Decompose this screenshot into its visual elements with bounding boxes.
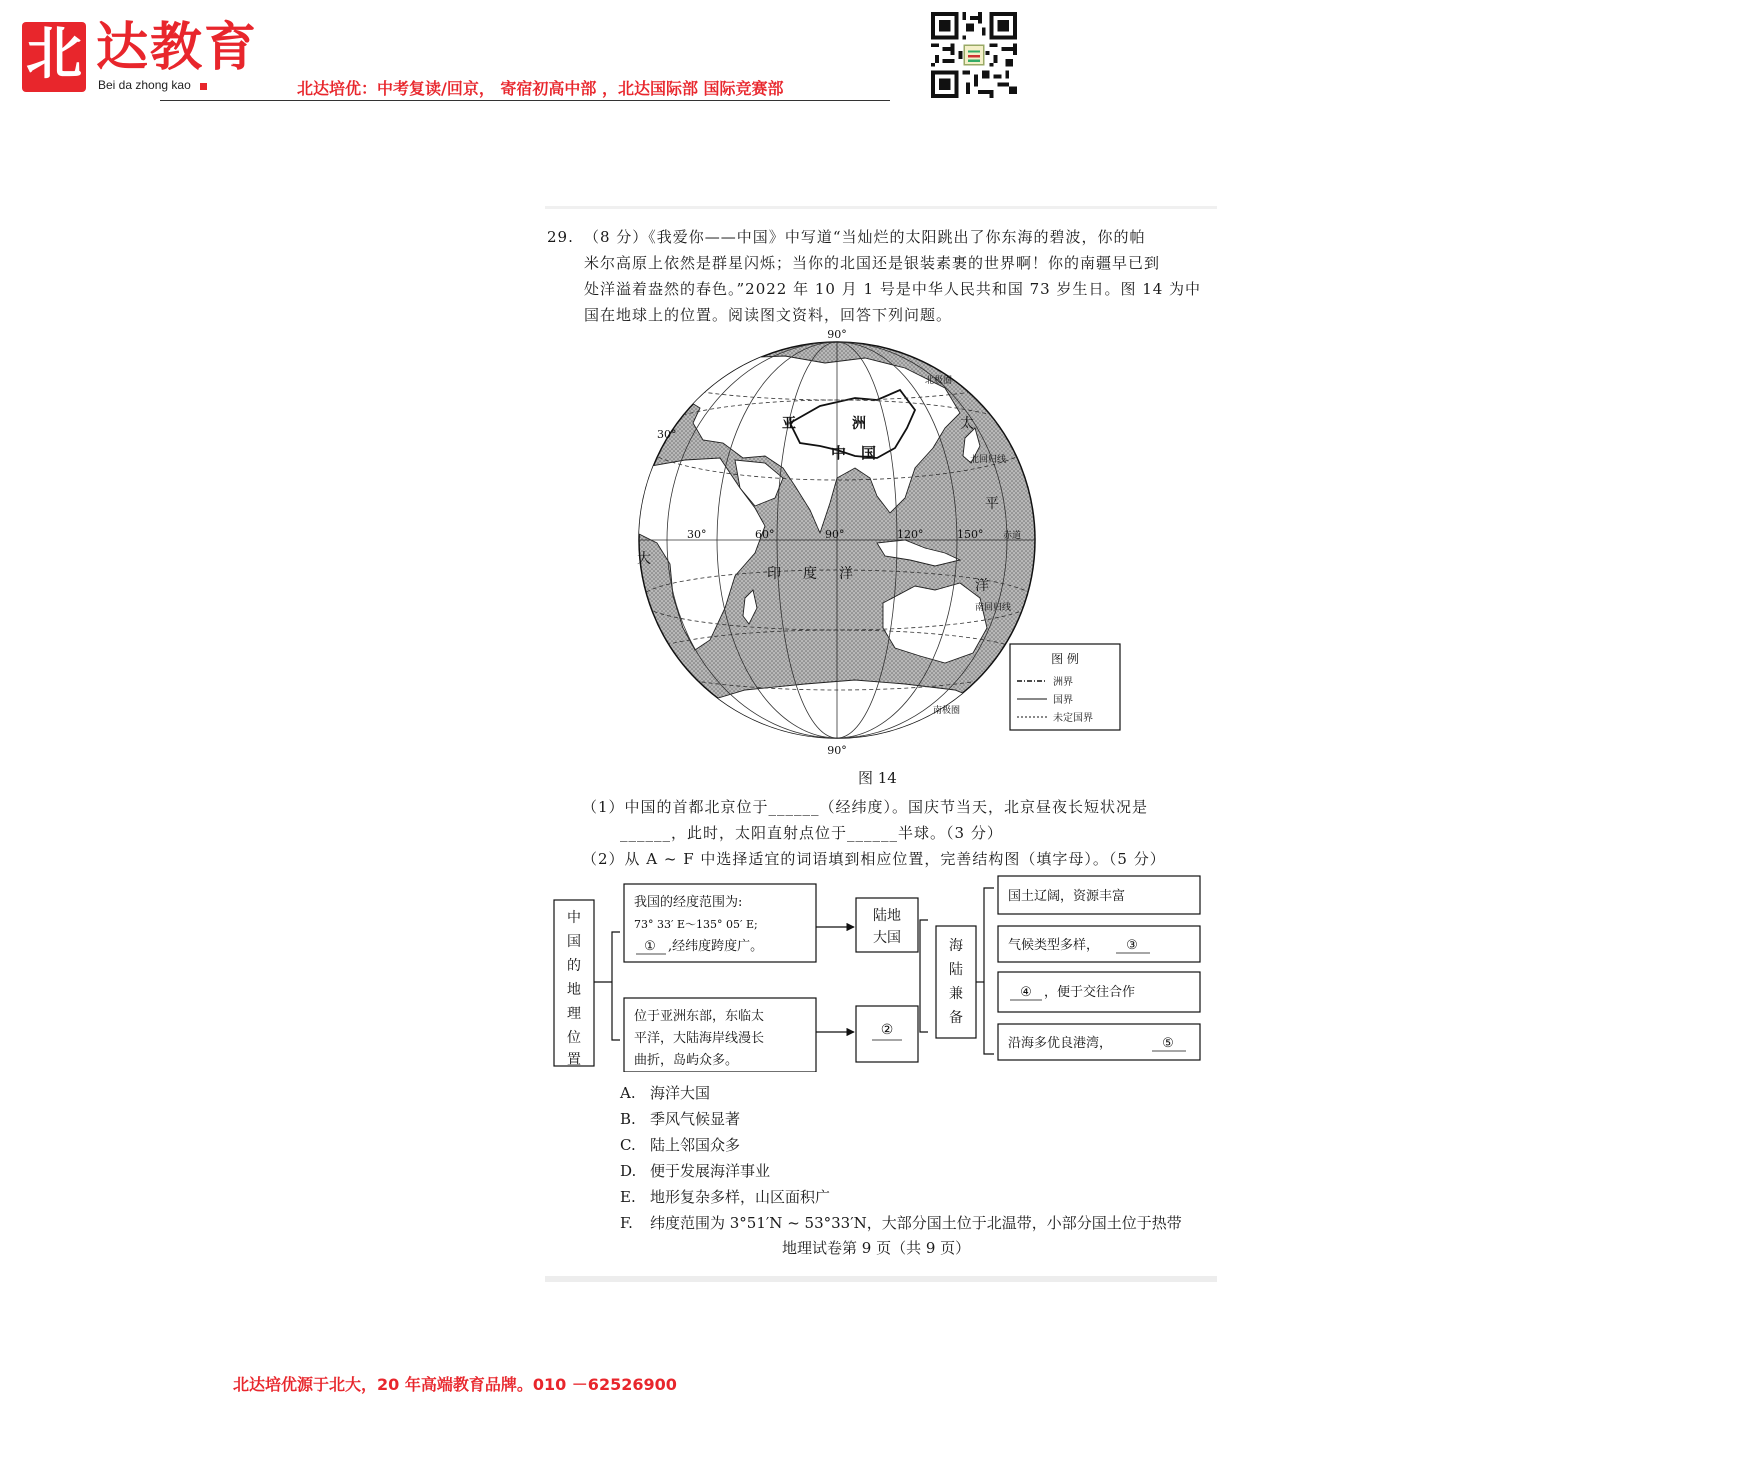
- subquestion-2: （2）从 A ~ F 中选择适宜的词语填到相应位置，完善结构图（填字母）。（5 分）: [582, 850, 1166, 868]
- header-tagline: 北达培优：中考复读/回京， 寄宿初高中部 ，北达国际部 国际竞赛部: [297, 79, 784, 98]
- box1-line1: 我国的经度范围为:: [634, 895, 743, 910]
- option-c: C. 陆上邻国众多: [620, 1136, 741, 1154]
- label-atlantic: 大: [637, 551, 651, 567]
- sea-land-char: 陆: [949, 962, 963, 978]
- option-b: B. 季风气候显著: [620, 1110, 741, 1128]
- box1-line2: 73° 33′ E～135° 05′ E;: [634, 918, 758, 931]
- bottom-ad: 北达培优源于北大，20 年高端教育品牌。010 －62526900: [233, 1375, 677, 1394]
- label-asia: 亚: [782, 416, 796, 432]
- blank-5: ⑤: [1162, 1036, 1174, 1051]
- question-text-line: 米尔高原上依然是群星闪烁；当你的北国还是银装素裹的世界啊！你的南疆早已到: [584, 254, 1161, 272]
- question-text-line: 国在地球上的位置。阅读图文资料，回答下列问题。: [584, 306, 953, 324]
- option-d: D. 便于发展海洋事业: [620, 1162, 771, 1180]
- legend-item: 国界: [1053, 695, 1073, 706]
- lat-label-bottom: 90°: [827, 744, 847, 757]
- qr-code-icon: [930, 12, 1018, 98]
- label-china: 中: [831, 444, 847, 462]
- legend-item: 洲界: [1053, 677, 1073, 688]
- blank-2: ②: [880, 1022, 894, 1038]
- label-indian-ocean: 洋: [839, 566, 853, 582]
- structure-diagram: [550, 872, 1210, 1072]
- option-e: E. 地形复杂多样，山区面积广: [620, 1188, 831, 1206]
- label-pacific: 平: [985, 496, 999, 512]
- sea-land-char: 备: [949, 1010, 963, 1026]
- lon-label: 60°: [755, 528, 775, 541]
- r2-text: 气候类型多样，: [1008, 938, 1100, 953]
- option-a: A. 海洋大国: [620, 1084, 711, 1102]
- lat-label-30n: 30°: [657, 428, 677, 441]
- header-rule: [160, 100, 890, 101]
- root-char: 国: [567, 934, 581, 950]
- label-tropic-cancer: 北回归线: [970, 455, 1007, 465]
- root-char: 位: [567, 1030, 581, 1046]
- lon-label: 30°: [687, 528, 707, 541]
- sea-land-char: 海: [949, 938, 963, 954]
- logo-subtitle: Bei da zhong kao: [98, 78, 191, 92]
- label-china: 国: [861, 444, 877, 462]
- root-char: 的: [567, 958, 581, 974]
- globe-map: [615, 328, 1125, 758]
- blank-4: ④: [1020, 985, 1032, 1000]
- logo-char: 北: [26, 22, 82, 87]
- lon-label: 150°: [957, 528, 984, 541]
- lon-label: 90°: [825, 528, 845, 541]
- figure-caption: 图 14: [858, 769, 897, 787]
- sea-land-char: 兼: [949, 986, 963, 1002]
- box2-line2: 平洋，大陆海岸线漫长: [634, 1031, 765, 1046]
- subquestion-1: （1）中国的首都北京位于______（经纬度）。国庆节当天，北京昼夜长短状况是: [582, 798, 1149, 816]
- label-antarctic-circle: 南极圈: [933, 706, 961, 716]
- box2-line3: 曲折，岛屿众多。: [634, 1053, 739, 1068]
- r4-text: 沿海多优良港湾，: [1008, 1036, 1113, 1051]
- label-asia: 洲: [852, 416, 866, 432]
- logo-text: 达教育: [96, 18, 259, 78]
- subquestion-1-cont: ______，此时，太阳直射点位于______半球。（3 分）: [620, 824, 1003, 842]
- root-char: 地: [567, 982, 581, 998]
- root-char: 置: [567, 1052, 581, 1068]
- box2-line1: 位于亚洲东部，东临太: [634, 1009, 765, 1024]
- logo-dot: [200, 83, 207, 90]
- label-pacific: 洋: [975, 578, 989, 594]
- r1-text: 国土辽阔，资源丰富: [1008, 889, 1126, 904]
- question-text-line: （8 分）《我爱你——中国》中写道“当灿烂的太阳跳出了你东海的碧波，你的帕: [584, 228, 1146, 246]
- question-text-line: 处洋溢着盎然的春色。”2022 年 10 月 1 号是中华人民共和国 73 岁生日。图 14 为中: [584, 280, 1202, 298]
- label-equator: 赤道: [1003, 531, 1022, 541]
- option-f: F. 纬度范围为 3°51′N ~ 53°33′N，大部分国土位于北温带，小部分国土位于热带: [620, 1214, 1182, 1232]
- root-char: 理: [567, 1006, 581, 1022]
- land-power-2: 大国: [873, 930, 901, 946]
- legend-title: 图 例: [1051, 652, 1079, 666]
- land-power-1: 陆地: [873, 908, 901, 924]
- map-legend: [1010, 644, 1120, 730]
- label-pacific: 太: [960, 416, 974, 432]
- label-tropic-capricorn: 南回归线: [975, 603, 1012, 613]
- root-char: 中: [567, 910, 581, 926]
- lon-label: 120°: [897, 528, 924, 541]
- lat-label-top: 90°: [827, 328, 847, 341]
- box1-line3: ,经纬度跨度广。: [668, 939, 764, 954]
- r3-text: ，便于交往合作: [1044, 985, 1136, 1000]
- blank-3: ③: [1126, 938, 1138, 953]
- exam-page-top-edge: [545, 206, 1217, 209]
- page-footer: 地理试卷第 9 页（共 9 页）: [782, 1239, 971, 1257]
- legend-item: 未定国界: [1053, 713, 1093, 724]
- label-indian-ocean: 印: [767, 566, 781, 582]
- blank-1: ①: [644, 939, 656, 954]
- label-arctic-circle: 北极圈: [925, 376, 953, 386]
- exam-page-bottom-edge: [545, 1276, 1217, 1282]
- question-number: 29.: [547, 228, 574, 246]
- label-indian-ocean: 度: [803, 566, 817, 582]
